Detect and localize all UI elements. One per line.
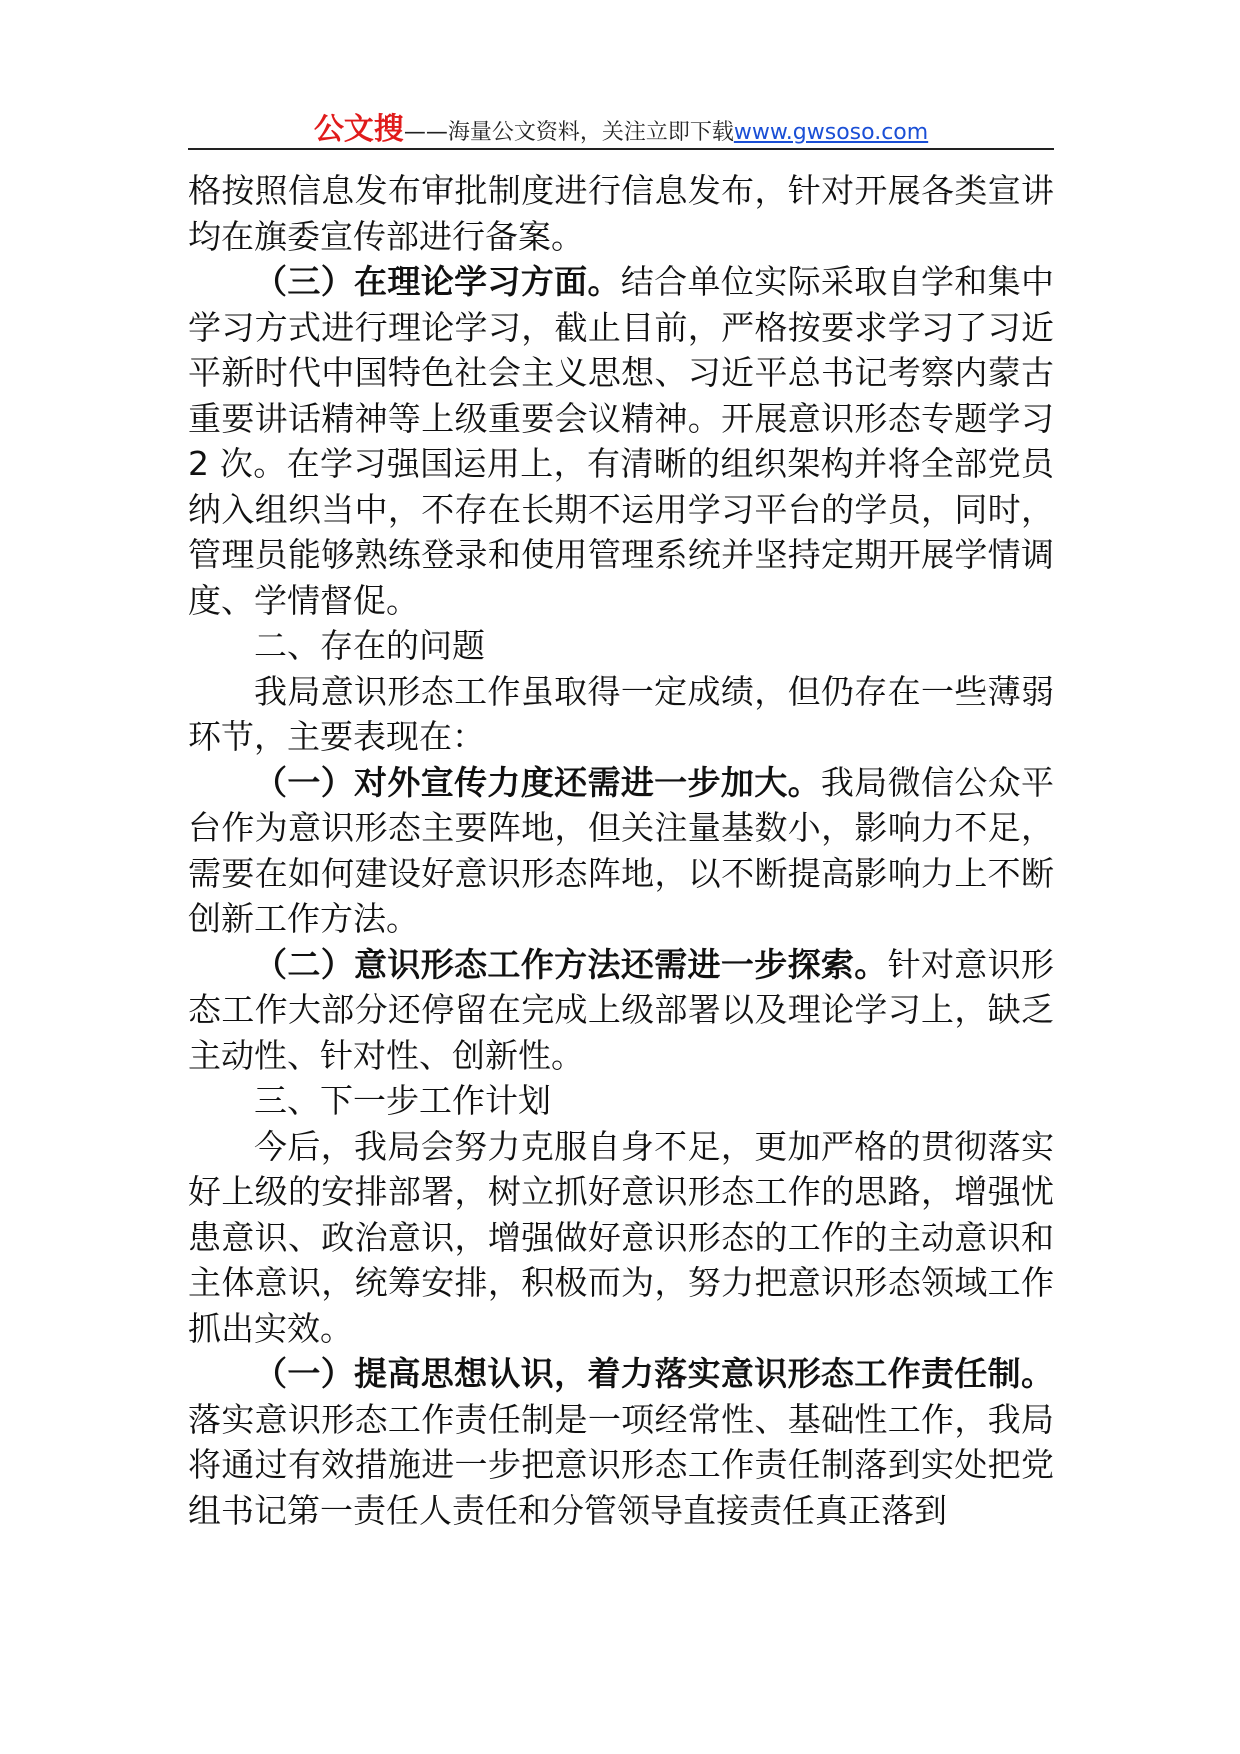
paragraph-5: （一）对外宣传力度还需进一步加大。我局微信公众平台作为意识形态主要阵地，但关注量基数小，影响力不足，需要在如何建设好意识形态阵地，以不断提高影响力上不断创新工作方法。 [188, 762, 1055, 938]
section-heading: （三）在理论学习方面。 [254, 262, 621, 301]
section-title-plan: 三、下一步工作计划 [254, 1081, 551, 1120]
section-heading: （一）提高思想认识，着力落实意识形态工作责任制。 [254, 1354, 1054, 1393]
section-title-problems: 二、存在的问题 [254, 626, 485, 665]
paragraph-6: （二）意识形态工作方法还需进一步探索。针对意识形态工作大部分还停留在完成上级部署以及理论学习上，缺乏主动性、针对性、创新性。 [188, 944, 1055, 1075]
paragraph-9: （一）提高思想认识，着力落实意识形态工作责任制。落实意识形态工作责任制是一项经常性、基础性工作，我局将通过有效措施进一步把意识形态工作责任制落到实处把党组书记第一责任人责任和分管领导直接责任真正落到 [188, 1354, 1054, 1530]
header-slogan: ——海量公文资料，关注立即下载 [403, 120, 734, 145]
paragraph-1: 格按照信息发布审批制度进行信息发布，针对开展各类宣讲均在旗委宣传部进行备案。 [188, 171, 1054, 256]
brand-name: 公文搜 [313, 112, 404, 147]
section-heading: （一）对外宣传力度还需进一步加大。 [254, 762, 821, 802]
document-body [188, 168, 1054, 1533]
section-heading: （二）意识形态工作方法还需进一步探索。 [254, 944, 888, 984]
paragraph-4: 我局意识形态工作虽取得一定成绩，但仍存在一些薄弱环节，主要表现在： [188, 671, 1054, 756]
paragraph-8: 今后，我局会努力克服自身不足，更加严格的贯彻落实好上级的安排部署，树立抓好意识形态工作的思路，增强忧患意识、政治意识，增强做好意识形态的工作的主动意识和主体意识，统筹安排，积极而为，努力把意识形态领域工作抓出实效。 [188, 1126, 1054, 1348]
paragraph-2: （三）在理论学习方面。结合单位实际采取自学和集中学习方式进行理论学习，截止目前，严格按要求学习了习近平新时代中国特色社会主义思想、习近平总书记考察内蒙古重要讲话精神等上级重要会议精神。开展意识形态专题学习 2 次。在学习强国运用上，有清晰的组织架构并将全部党员纳入组织当中，不存在长期不运用学习平台的学员，同时，管理员能够熟练登录和使用管理系统并坚持定期开展学情调度、学情督促。 [188, 262, 1055, 620]
website-link[interactable]: www.gwsoso.com [733, 120, 929, 145]
page-header [188, 104, 1054, 150]
